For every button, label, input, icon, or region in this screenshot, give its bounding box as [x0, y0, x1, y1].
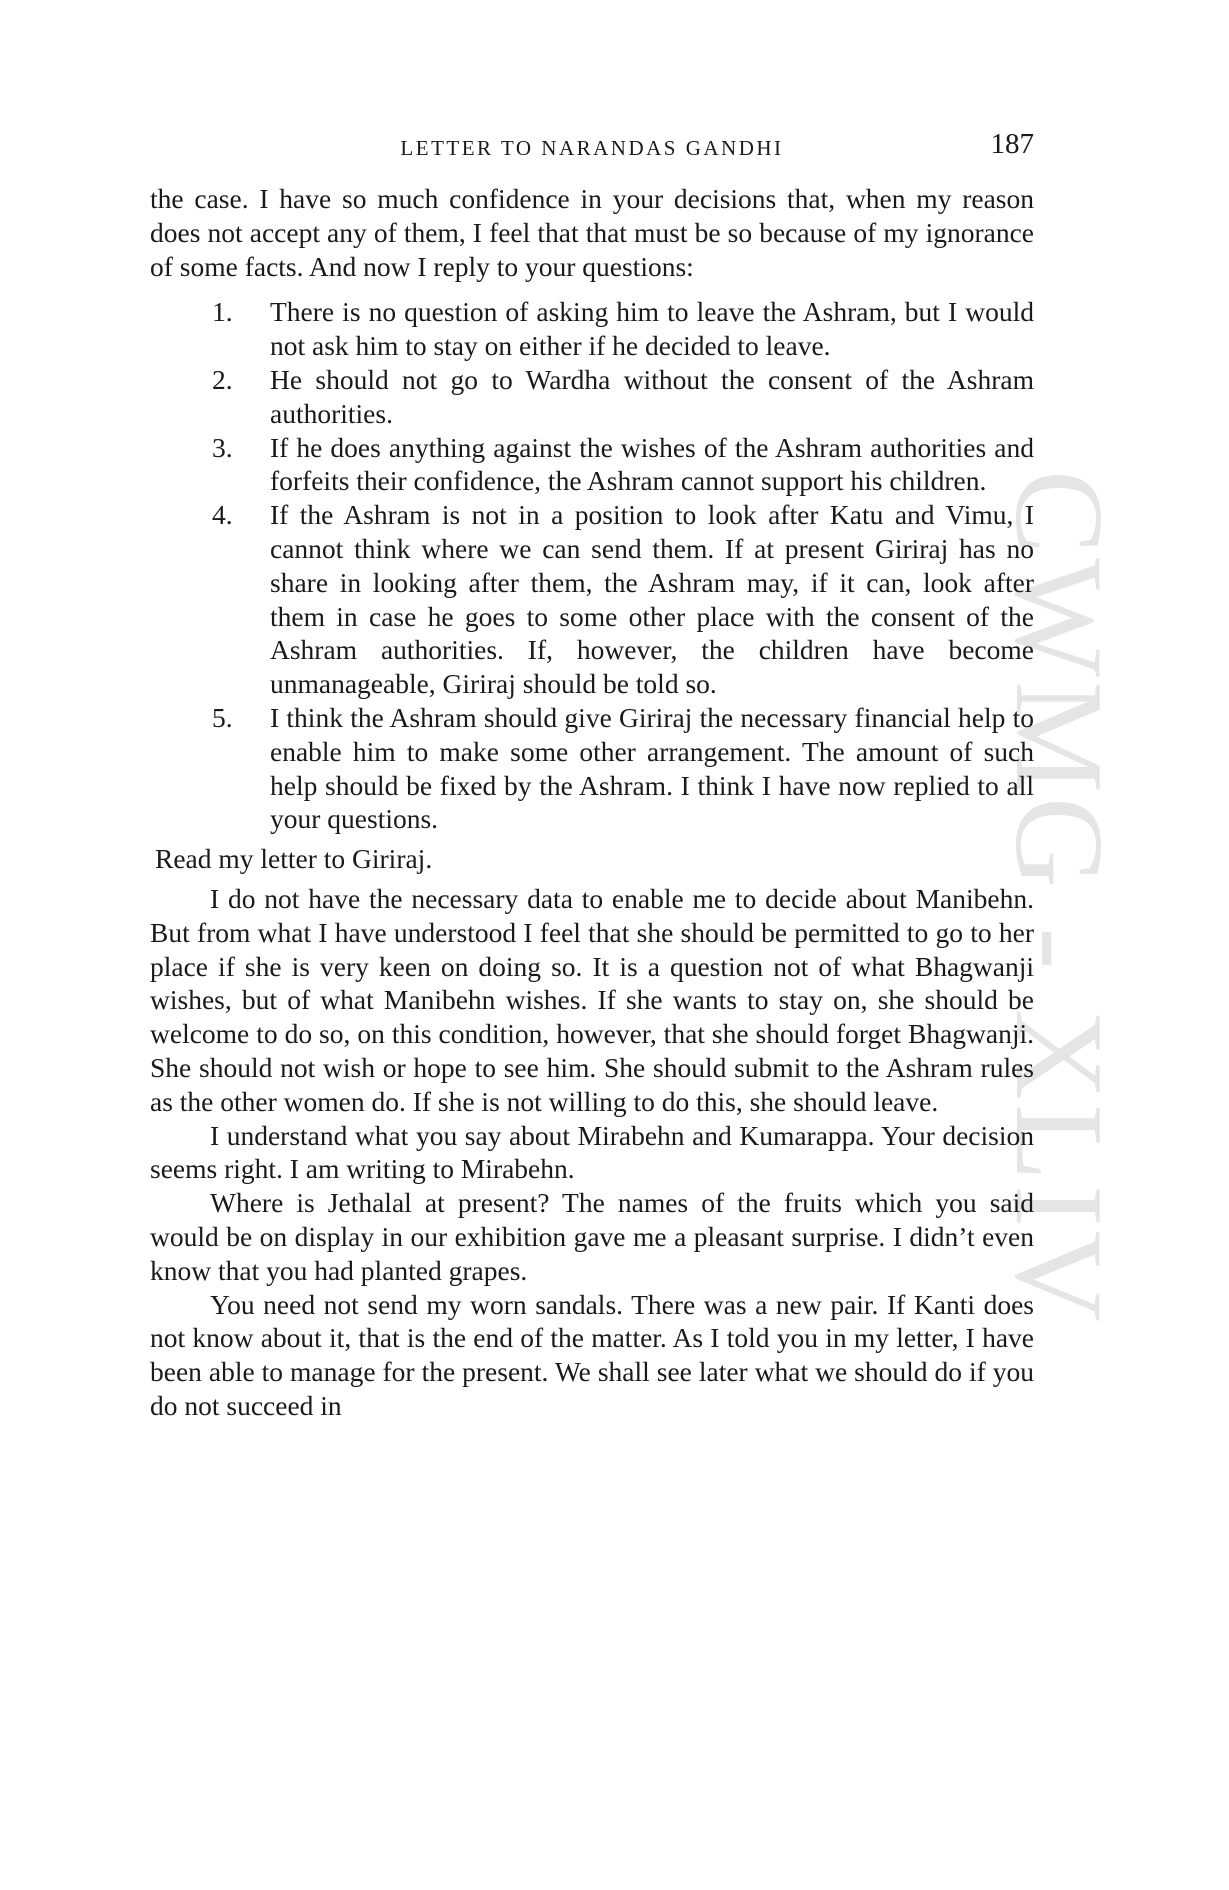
list-item-text: I think the Ashram should give Giriraj the necessary financial help to enable him to make some other arrangement. The amount of such help should be fixed by the Ashram. I think I have now replied to all your questions.: [270, 701, 1034, 835]
paragraph-sandals: You need not send my worn sandals. There was a new pair. If Kanti does not know about it, that is the end of the matter. As I told you in my letter, I have been able to manage for the present. We shall see later what we should do if you do not succeed in: [150, 1288, 1034, 1421]
list-item-text: There is no question of asking him to leave the Ashram, but I would not ask him to stay on either if he decided to leave.: [270, 296, 1034, 362]
list-item-number: 2.: [212, 363, 233, 395]
watermark: CWMG - XLIV: [989, 470, 1128, 1326]
list-item-text: He should not go to Wardha without the consent of the Ashram authorities.: [270, 363, 1034, 429]
list-item: [150, 431, 1034, 499]
after-list-line: Read my letter to Giriraj.: [155, 843, 433, 875]
paragraph-jethalal: Where is Jethalal at present? The names of the fruits which you said would be on display in our exhibition gave me a pleasant surprise. I didn’t even know that you had planted grapes.: [150, 1187, 1034, 1286]
list-item-number: 4.: [212, 499, 233, 531]
paragraph-mirabehn: I understand what you say about Mirabehn and Kumarappa. Your decision seems right. I am writing to Mirabehn.: [150, 1119, 1034, 1185]
list-item-number: 5.: [212, 701, 233, 733]
running-head: LETTER TO NARANDAS GANDHI: [400, 136, 784, 160]
intro-paragraph: the case. I have so much confidence in your decisions that, when my reason does not accept any of them, I feel that that must be so because of my ignorance of some facts. And now I reply to your questions:: [150, 183, 1034, 282]
answers-list: [150, 295, 1034, 836]
list-item-number: 1.: [212, 296, 233, 328]
list-item: [150, 363, 1034, 431]
list-item: [150, 701, 1034, 836]
list-item-text: If he does anything against the wishes of the Ashram authorities and forfeits their confidence, the Ashram cannot support his children.: [270, 431, 1034, 497]
list-item: [150, 295, 1034, 363]
list-item: [150, 498, 1034, 701]
page-header: [150, 128, 1034, 168]
page-body: [150, 182, 1034, 1423]
paragraph-manibehn: I do not have the necessary data to enable me to decide about Manibehn. But from what I have understood I feel that she should be permitted to go to her place if she is very keen on doing so. It is a question not of what Bhagwanji wishes, but of what Manibehn wishes. If she wants to stay on, she should be welcome to do so, on this condition, however, that she should forget Bhagwanji. She should not wish or hope to see him. She should submit to the Ashram rules as the other women do. If she is not willing to do this, she should leave.: [150, 882, 1034, 1117]
page-number: 187: [990, 128, 1034, 160]
list-item-text: If the Ashram is not in a position to look after Katu and Vimu, I cannot think where we can send them. If at present Giriraj has no share in looking after them, the Ashram may, if it can, look after them in case he goes to some other place with the consent of the Ashram authorities. If, however, the children have become unmanageable, Giriraj should be told so.: [270, 499, 1034, 700]
list-item-number: 3.: [212, 431, 233, 463]
